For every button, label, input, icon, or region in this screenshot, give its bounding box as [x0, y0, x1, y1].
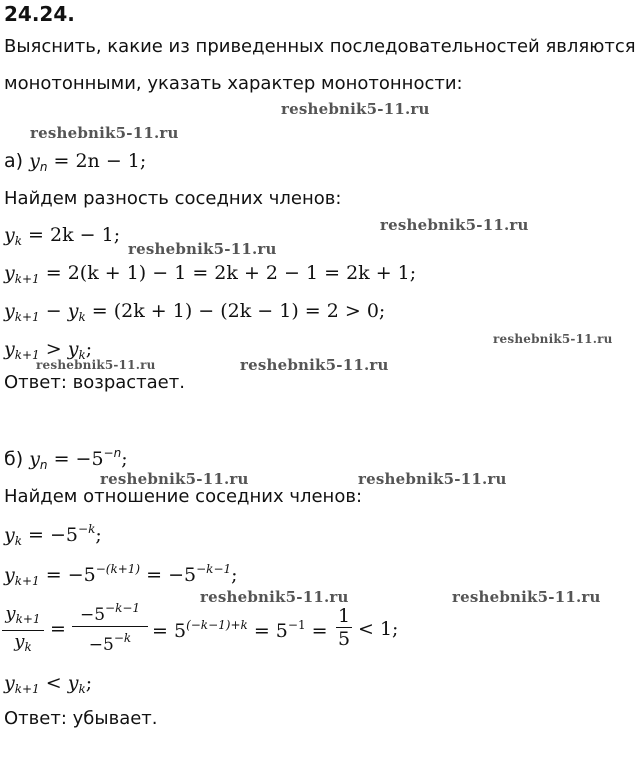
- watermark: reshebnik5-11.ru: [100, 470, 249, 488]
- ratio-numerator: [2, 604, 44, 629]
- sub-k: k: [78, 348, 86, 362]
- minus5: −5: [88, 635, 114, 655]
- yk1-exp: −(k+1): [95, 562, 141, 576]
- var-y: y: [67, 672, 79, 694]
- var-y: y: [67, 300, 79, 322]
- sub-k1: k+1: [14, 682, 40, 696]
- fraction-bar: [72, 626, 148, 627]
- yk-base: = −5: [22, 524, 79, 546]
- part-a-statement: [4, 150, 146, 174]
- watermark: reshebnik5-11.ru: [30, 124, 179, 142]
- sub-n: n: [39, 458, 48, 472]
- power-fraction: [72, 598, 148, 655]
- sub-k: k: [14, 534, 23, 548]
- lt-sign: <: [39, 672, 68, 694]
- part-b-inequality: [4, 672, 92, 696]
- power-denominator: [72, 628, 148, 655]
- semicolon: ;: [85, 338, 93, 360]
- sub-k1: k+1: [14, 348, 40, 362]
- step-exp: (−k−1)+k: [186, 618, 248, 632]
- one-fifth-fraction: [336, 606, 352, 649]
- yk-exp: −k: [78, 522, 96, 536]
- sub-k1: k+1: [15, 612, 41, 626]
- answer-text: возрастает.: [72, 372, 185, 393]
- numerator-one: 1: [337, 605, 351, 627]
- watermark: reshebnik5-11.ru: [36, 358, 156, 372]
- yk1-base2: = −5: [140, 564, 197, 586]
- var-y: y: [14, 631, 25, 652]
- part-b-yk: [4, 522, 102, 548]
- watermark: reshebnik5-11.ru: [281, 100, 430, 118]
- part-b-answer: [4, 708, 158, 729]
- var-y: y: [5, 603, 16, 624]
- sub-k: k: [14, 234, 23, 248]
- semicolon: ;: [121, 448, 128, 470]
- denominator-exp: −k: [113, 631, 132, 645]
- sub-k1: k+1: [14, 574, 40, 588]
- semicolon: ;: [85, 672, 93, 694]
- sub-k: k: [78, 310, 86, 324]
- part-a-diff: [4, 300, 385, 324]
- var-y: y: [29, 150, 40, 172]
- part-a-label: а): [4, 150, 24, 172]
- step-base: 5: [173, 620, 187, 642]
- minus5: −5: [79, 605, 106, 625]
- equals-sign: =: [152, 620, 168, 642]
- formula-exp: −n: [103, 446, 122, 460]
- step2-exp: −1: [287, 618, 306, 632]
- minus-sign: −: [45, 300, 62, 322]
- watermark: reshebnik5-11.ru: [493, 332, 613, 346]
- part-a-yk: [4, 224, 120, 248]
- semicolon: ;: [231, 564, 238, 586]
- sub-k1: k+1: [14, 272, 40, 286]
- var-y: y: [4, 224, 15, 246]
- var-y: y: [4, 300, 15, 322]
- answer-label: Ответ:: [4, 708, 67, 729]
- var-y: y: [4, 262, 15, 284]
- sub-n: n: [39, 160, 48, 174]
- equals-sign: =: [311, 620, 328, 642]
- task-line-2: монотонными, указать характер монотонности:: [4, 73, 463, 94]
- var-y: y: [4, 672, 15, 694]
- watermark: reshebnik5-11.ru: [452, 588, 601, 606]
- formula-base: = −5: [47, 448, 104, 470]
- answer-label: Ответ:: [4, 372, 67, 393]
- sub-k: k: [24, 640, 32, 654]
- part-a-yk1: [4, 262, 416, 286]
- power-numerator: [72, 598, 148, 625]
- part-b-ratio-heading: Найдем отношение соседних членов:: [4, 486, 363, 507]
- ratio-steps: [152, 618, 328, 642]
- problem-number: 24.24.: [4, 2, 75, 26]
- equals-sign: =: [50, 618, 66, 640]
- yk1-rhs: = 2(k + 1) − 1 = 2k + 2 − 1 = 2k + 1;: [39, 262, 417, 284]
- var-y: y: [4, 524, 15, 546]
- gt-sign: >: [39, 338, 68, 360]
- watermark: reshebnik5-11.ru: [358, 470, 507, 488]
- yk1-base: = −5: [39, 564, 96, 586]
- denominator-five: 5: [337, 628, 351, 650]
- ratio-denominator: [2, 632, 44, 657]
- yk1-exp2: −k−1: [196, 562, 232, 576]
- part-b-label: б): [4, 448, 24, 470]
- var-y: y: [29, 448, 40, 470]
- numerator-exp: −k−1: [105, 601, 141, 615]
- less-than-one: < 1;: [358, 618, 399, 640]
- watermark: reshebnik5-11.ru: [200, 588, 349, 606]
- sub-k1: k+1: [14, 310, 40, 324]
- ratio-fraction: [2, 604, 44, 657]
- var-y: y: [4, 564, 15, 586]
- part-b-yk1: [4, 562, 238, 588]
- part-a-difference-heading: Найдем разность соседних членов:: [4, 188, 342, 209]
- part-a-formula: 2n − 1;: [75, 150, 147, 172]
- part-a-inequality: [4, 338, 92, 362]
- task-line-1: Выяснить, какие из приведенных последовательностей являются: [4, 36, 636, 57]
- sub-k: k: [78, 682, 86, 696]
- watermark: reshebnik5-11.ru: [240, 356, 389, 374]
- equals-sign: =: [53, 150, 70, 172]
- part-a-answer: [4, 372, 185, 393]
- step2: = 5: [253, 620, 288, 642]
- answer-text: убывает.: [72, 708, 158, 729]
- var-y: y: [4, 338, 15, 360]
- semicolon: ;: [95, 524, 102, 546]
- diff-rhs: = (2k + 1) − (2k − 1) = 2 > 0;: [85, 300, 386, 322]
- watermark: reshebnik5-11.ru: [128, 240, 277, 258]
- part-b-statement: [4, 446, 128, 472]
- watermark: reshebnik5-11.ru: [380, 216, 529, 234]
- yk-rhs: = 2k − 1;: [22, 224, 121, 246]
- var-y: y: [67, 338, 79, 360]
